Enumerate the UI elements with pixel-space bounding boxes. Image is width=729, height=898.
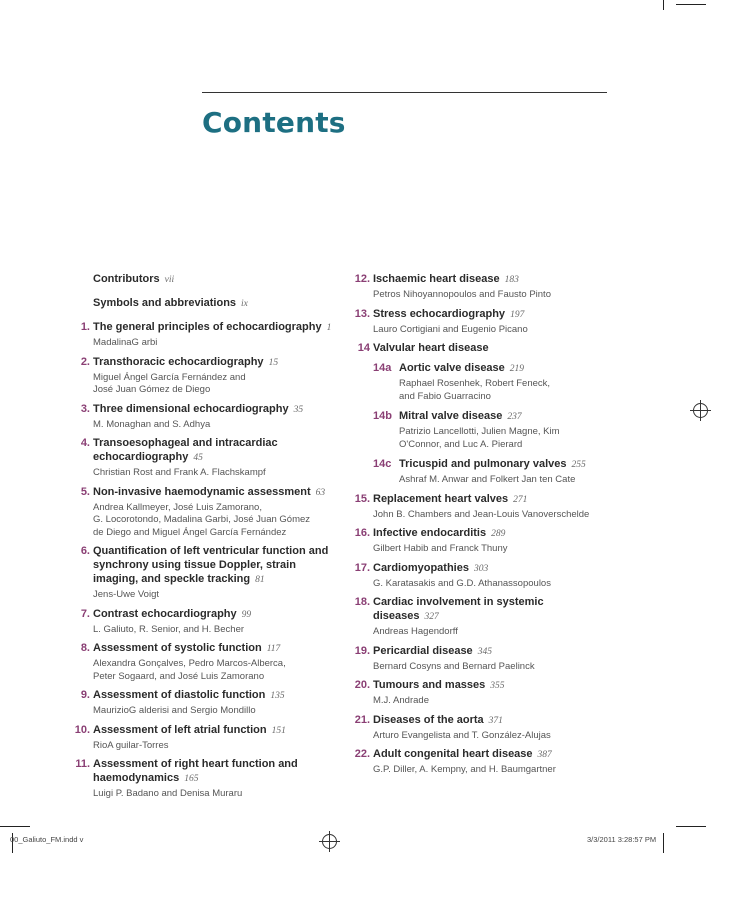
chapter-authors: Gilbert Habib and Franck Thuny <box>373 543 508 554</box>
chapter-title: Cardiac involvement in systemic diseases 327 <box>373 596 544 622</box>
chapter-title: Pericardial disease 345 <box>373 644 492 657</box>
toc-subentry <box>373 409 600 451</box>
toc-entry <box>60 485 335 540</box>
page-number: 387 <box>537 750 552 760</box>
chapter-authors: MadalinaG arbi <box>93 337 158 348</box>
chapter-title: Tricuspid and pulmonary valves 255 <box>399 458 586 470</box>
chapter-number: 14a <box>373 362 392 374</box>
chapter-number: 3. <box>80 402 90 415</box>
toc-entry <box>60 320 335 350</box>
footer-timestamp: 3/3/2011 3:28:57 PM <box>587 835 657 844</box>
chapter-title: Valvular heart disease <box>373 342 489 354</box>
page-number: 15 <box>268 357 279 368</box>
chapter-authors: G.P. Diller, A. Kempny, and H. Baumgartner <box>373 764 556 775</box>
toc-entry <box>60 607 335 637</box>
chapter-authors: Alexandra Gonçalves, Pedro Marcos-Alberca, Peter Sogaard, and José Luis Zamorano <box>93 658 286 682</box>
chapter-authors: Lauro Cortigiani and Eugenio Picano <box>373 323 528 335</box>
chapter-number: 22. <box>354 748 370 760</box>
toc-entry <box>60 436 335 480</box>
chapter-number: 21. <box>354 713 370 726</box>
chapter-number: 13. <box>354 307 370 320</box>
footer-file-name: 00_Galiuto_FM.indd v <box>10 835 84 844</box>
page-number: 345 <box>477 646 492 657</box>
toc-entry <box>60 355 335 397</box>
chapter-authors: G. Karatasakis and G.D. Athanassopoulos <box>373 577 551 589</box>
chapter-title: Mitral valve disease 237 <box>399 410 522 422</box>
toc-entry <box>60 272 335 287</box>
toc-left-column <box>60 272 335 806</box>
chapter-number: 7. <box>80 607 90 620</box>
chapter-title: Non-invasive haemodynamic assessment 63 <box>93 485 326 498</box>
toc-entry <box>60 757 335 801</box>
toc-entry <box>60 544 335 602</box>
chapter-authors: Andreas Hagendorff <box>373 626 458 637</box>
page-number: 197 <box>510 309 525 320</box>
chapter-number: 5. <box>80 485 90 498</box>
chapter-authors: John B. Chambers and Jean-Louis Vanoverschelde <box>373 508 590 520</box>
crop-mark-bottom-right-vertical <box>663 833 664 853</box>
toc-entry <box>340 341 600 487</box>
toc-right-column <box>340 272 600 782</box>
page-number: 1 <box>326 323 332 333</box>
chapter-authors: Ashraf M. Anwar and Folkert Jan ten Cate <box>399 474 576 485</box>
crop-mark-top-right-horizontal <box>676 4 706 5</box>
chapter-number: 11. <box>75 758 90 770</box>
chapter-title: Assessment of diastolic function 135 <box>93 689 285 701</box>
chapter-title: Transthoracic echocardiography 15 <box>93 355 279 368</box>
toc-entry <box>60 402 335 432</box>
toc-entry <box>340 678 600 708</box>
chapter-title: The general principles of echocardiography 1 <box>93 321 332 333</box>
chapter-title: Replacement heart valves 271 <box>373 492 528 505</box>
chapter-title: Assessment of systolic function 117 <box>93 642 281 654</box>
page-number: 135 <box>270 691 285 701</box>
toc-entry <box>340 713 600 743</box>
toc-entry <box>60 296 335 311</box>
chapter-authors: Andrea Kallmeyer, José Luis Zamorano, G. Locorotondo, Madalina Garbi, José Juan Gómez de Diego and Miguel Ángel García Fernández <box>93 501 311 538</box>
chapter-number: 17. <box>354 561 370 574</box>
page-number: 99 <box>241 609 252 620</box>
chapter-title: Adult congenital heart disease 387 <box>373 748 552 760</box>
toc-entry <box>340 526 600 556</box>
chapter-title: Diseases of the aorta 371 <box>373 713 503 726</box>
chapter-title: Three dimensional echocardiography 35 <box>93 402 304 415</box>
page-number: 255 <box>571 460 586 470</box>
chapter-number: 10. <box>74 723 90 736</box>
toc-entry <box>340 492 600 522</box>
chapter-title: Transoesophageal and intracardiac echocardiography 45 <box>93 437 278 463</box>
chapter-title: Aortic valve disease 219 <box>399 362 525 374</box>
title-rule <box>202 92 607 93</box>
crop-mark-bottom-right-horizontal <box>676 826 706 827</box>
chapter-authors: M.J. Andrade <box>373 695 429 706</box>
chapter-title: Symbols and abbreviations ix <box>93 297 248 309</box>
chapter-title: Cardiomyopathies 303 <box>373 561 489 574</box>
chapter-number: 4. <box>80 437 90 449</box>
page-number: 63 <box>315 487 326 498</box>
page-number: 81 <box>255 575 265 585</box>
toc-entry <box>340 747 600 777</box>
chapter-authors: RioA guilar-Torres <box>93 739 169 751</box>
page-number: 327 <box>424 612 439 622</box>
chapter-number: 9. <box>80 689 90 701</box>
page-number: vii <box>164 275 175 285</box>
chapter-authors: M. Monaghan and S. Adhya <box>93 418 211 430</box>
chapter-authors: L. Galiuto, R. Senior, and H. Becher <box>93 623 245 635</box>
toc-entry <box>340 307 600 337</box>
toc-entry <box>340 595 600 639</box>
chapter-number: 8. <box>80 642 90 654</box>
chapter-authors: MaurizioG alderisi and Sergio Mondillo <box>93 705 256 716</box>
chapter-authors: Petros Nihoyannopoulos and Fausto Pinto <box>373 289 551 300</box>
chapter-title: Tumours and masses 355 <box>373 679 505 691</box>
chapter-title: Infective endocarditis 289 <box>373 527 506 539</box>
chapter-number: 18. <box>354 596 370 608</box>
chapter-title: Contributors vii <box>93 273 175 285</box>
chapter-number: 16. <box>354 527 370 539</box>
page-number: 183 <box>504 275 519 285</box>
page-number: 237 <box>507 412 522 422</box>
chapter-title: Assessment of left atrial function 151 <box>93 723 286 736</box>
crop-mark-bottom-left-horizontal <box>0 826 30 827</box>
page-number: 289 <box>491 529 506 539</box>
page-number: 45 <box>193 453 203 463</box>
chapter-authors: Patrizio Lancellotti, Julien Magne, Kim O'Connor, and Luc A. Pierard <box>399 426 560 450</box>
page-number: 303 <box>473 563 489 574</box>
toc-entry <box>60 688 335 718</box>
page-number: 355 <box>490 681 505 691</box>
page-number: 271 <box>513 494 528 505</box>
crop-mark-top-right-vertical <box>663 0 664 10</box>
registration-mark-right <box>693 403 708 418</box>
chapter-number: 14 <box>357 342 370 354</box>
chapter-title: Quantification of left ventricular function and synchrony using tissue Doppler, strain imaging, and speckle tracking 81 <box>93 545 329 585</box>
chapter-number: 14b <box>373 410 392 422</box>
toc-subentry <box>373 361 600 403</box>
chapter-authors: Luigi P. Badano and Denisa Muraru <box>93 788 243 799</box>
toc-entry <box>60 641 335 683</box>
page-number: 219 <box>509 364 525 374</box>
chapter-authors: Miguel Ángel García Fernández and José Juan Gómez de Diego <box>93 371 246 395</box>
toc-subentry <box>373 457 600 487</box>
page-number: 117 <box>266 644 281 654</box>
chapter-authors: Christian Rost and Frank A. Flachskampf <box>93 467 266 478</box>
chapter-title: Contrast echocardiography 99 <box>93 607 252 620</box>
chapter-authors: Jens-Uwe Voigt <box>93 589 160 600</box>
page-number: 165 <box>184 774 199 784</box>
chapter-number: 15. <box>354 492 370 505</box>
chapter-authors: Raphael Rosenhek, Robert Feneck, and Fabio Guarracino <box>399 378 551 402</box>
page-number: ix <box>241 299 248 309</box>
chapter-number: 12. <box>354 273 370 285</box>
chapter-title: Stress echocardiography 197 <box>373 307 525 320</box>
page-number: 371 <box>488 715 503 726</box>
chapter-number: 1. <box>80 321 90 333</box>
chapter-authors: Arturo Evangelista and T. González-Alujas <box>373 729 551 741</box>
toc-entry <box>340 272 600 302</box>
chapter-number: 19. <box>354 644 370 657</box>
toc-entry <box>60 723 335 753</box>
toc-entry <box>340 644 600 674</box>
toc-entry <box>340 561 600 591</box>
page-title: Contents <box>202 106 346 139</box>
chapter-title: Assessment of right heart function and haemodynamics 165 <box>93 758 298 784</box>
chapter-number: 14c <box>373 458 392 470</box>
chapter-number: 2. <box>80 355 90 368</box>
chapter-title: Ischaemic heart disease 183 <box>373 273 519 285</box>
chapter-number: 20. <box>354 679 370 691</box>
chapter-authors: Bernard Cosyns and Bernard Paelinck <box>373 660 535 672</box>
page-number: 151 <box>271 725 286 736</box>
registration-mark-bottom <box>322 834 337 849</box>
page-number: 35 <box>293 404 304 415</box>
chapter-number: 6. <box>80 545 90 557</box>
